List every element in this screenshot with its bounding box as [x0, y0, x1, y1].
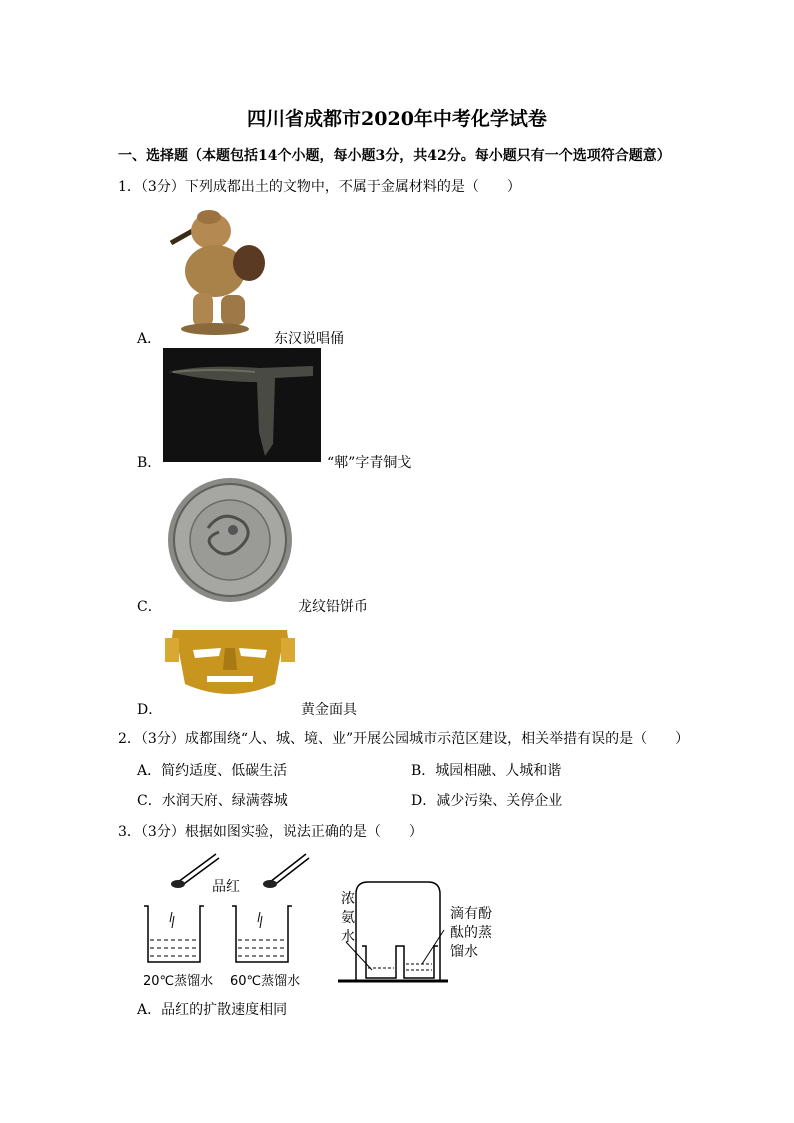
q2-option-d: D．减少污染、关停企业 — [411, 793, 563, 809]
bronze-ge-image — [163, 348, 321, 462]
beaker-1-label: 20℃蒸馏水 — [143, 974, 214, 989]
option-a-caption: 东汉说唱俑 — [274, 331, 344, 347]
option-b-caption: “郫”字青铜戈 — [327, 455, 412, 471]
gold-mask-image — [163, 624, 297, 702]
question-2-stem: 2．（3分）成都围绕“人、城、境、业”开展公园城市示范区建设，相关举措有误的是（ ） — [118, 731, 690, 747]
figurine-image — [163, 205, 273, 337]
option-d-letter: D． — [137, 702, 163, 718]
q2-option-a: A．简约适度、低碳生活 — [137, 763, 288, 779]
option-a-letter: A． — [137, 331, 162, 347]
beaker-2-label: 60℃蒸馏水 — [230, 974, 301, 989]
q2-option-c: C．水润天府、绿满蓉城 — [137, 793, 288, 809]
dragon-coin-image — [163, 478, 297, 604]
option-c-letter: C． — [137, 599, 162, 615]
option-b-letter: B． — [137, 455, 162, 471]
section-heading: 一、选择题（本题包括14个小题，每小题3分，共42分。每小题只有一个选项符合题意） — [118, 148, 671, 164]
ammonia-label: 浓 氨 水 — [341, 891, 355, 945]
option-c-caption: 龙纹铅饼币 — [298, 599, 368, 615]
q2-option-b: B．城园相融、人城和谐 — [411, 763, 562, 779]
q3-option-a: A．品红的扩散速度相同 — [137, 1002, 288, 1018]
question-1-stem: 1．（3分）下列成都出土的文物中，不属于金属材料的是（ ） — [118, 179, 521, 195]
phenolphthalein-label: 滴有酚 酞的蒸 馏水 — [450, 906, 492, 960]
pinhong-label: 品红 — [212, 879, 240, 895]
question-3-stem: 3．（3分）根据如图实验，说法正确的是（ ） — [118, 824, 423, 840]
option-d-caption: 黄金面具 — [301, 702, 357, 718]
page-title: 四川省成都市2020年中考化学试卷 — [247, 108, 547, 130]
